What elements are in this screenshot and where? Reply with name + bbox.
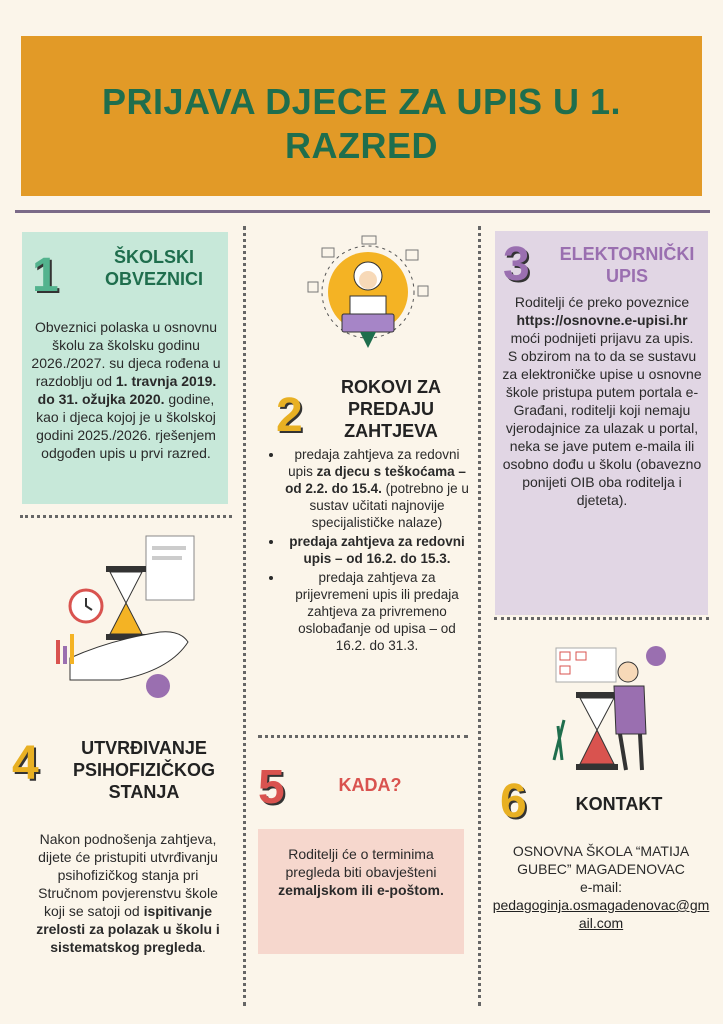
section-3-text: Roditelji će preko poveznice https://osnovne.e-upisi.hr moći podnijeti prijavu za upis. S obzirom na to da se sustavu za elektroničke upise u osnovne škole pristupa putem portala e-Građani, roditelji koji nemaju vjerodajnice za ulazak u portal, neka se jave putem e-maila ili osobno dođu u školu (obavezno ponijeti OIB oba roditelja i djeteta).	[502, 294, 702, 508]
school-name: OSNOVNA ŠKOLA “MATIJA GUBEC” MAGADENOVAC	[512, 843, 690, 877]
section-2-number: 2	[276, 389, 303, 442]
column-divider-left	[243, 226, 246, 1006]
e-upisi-link[interactable]: https://osnovne.e-upisi.hr	[516, 312, 688, 328]
section-3-title: ELEKTORNIČKI UPIS	[559, 244, 695, 286]
section-5-text: Roditelji će o terminima pregleda biti obavješteni zemaljskom ili e-poštom.	[278, 846, 444, 898]
section-3-box	[495, 231, 708, 615]
section-3-number: 3	[503, 238, 530, 291]
section-2-title: ROKOVI ZA PREDAJU ZAHTJEVA	[340, 377, 441, 441]
header-divider	[15, 210, 710, 213]
row-divider-left	[20, 515, 232, 518]
deadline-item-1: • predaja zahtjeva za redovni upis za djecu s teškoćama – od 2.2. do 15.4. (potrebno je u sustav učitati najnovije specijalističke nalaze)	[284, 446, 470, 531]
email-label: e-mail:	[579, 879, 622, 895]
deadline-item-3: • predaja zahtjeva za prijevremeni upis ili predaja zahtjeva za privremeno oslobađanje od upisa – od 16.2. do 31.3.	[284, 569, 470, 654]
section-1-number: 1	[32, 249, 59, 302]
section-5-box	[258, 829, 464, 954]
section-6-number: 6	[500, 775, 527, 828]
hourglass-hand-icon	[50, 530, 200, 710]
section-6-contact	[490, 842, 712, 932]
section-4-title: UTVRĐIVANJE PSIHOFIZIČKOG STANJA	[72, 738, 215, 802]
deadline-item-2: • predaja zahtjeva za redovni upis – od 16.2. do 15.3.	[284, 533, 470, 567]
section-5-title: KADA?	[338, 775, 402, 795]
section-5-number: 5	[258, 761, 285, 814]
section-1-title: ŠKOLSKI OBVEZNICI	[104, 247, 203, 289]
email-link[interactable]: pedagoginja.osmagadenovac@gmail.com	[492, 897, 710, 931]
section-4-text: Nakon podnošenja zahtjeva, dijete će pristupiti utvrđivanju psihofizičkog stanja pri Stručnom povjerenstvu škole koji se satoji od ispitivanje zrelosti za polazak u školu i sistematskog pregleda.	[36, 831, 220, 955]
column-divider-right	[478, 226, 481, 1006]
woman-laptop-icon	[300, 230, 440, 360]
row-divider-middle	[258, 735, 468, 738]
section-6-title: KONTAKT	[575, 794, 663, 814]
section-4-number: 4	[12, 737, 39, 790]
section-1-box	[22, 232, 228, 504]
page-title: PRIJAVA DJECE ZA UPIS U 1. RAZRED	[101, 81, 622, 166]
section-1-text: Obveznici polaska u osnovnu školu za školsku godinu 2026./2027. su djeca rođena u razdoblju od 1. travnja 2019. do 31. ožujka 2020. godine, kao i djeca kojoj je u školskoj godini 2025./2026. rješenjem odgođen upis u prvi razred.	[31, 319, 221, 461]
row-divider-right	[494, 617, 709, 620]
section-2-deadlines	[262, 446, 470, 656]
title-banner	[21, 36, 702, 196]
calendar-phone-icon	[548, 640, 678, 775]
